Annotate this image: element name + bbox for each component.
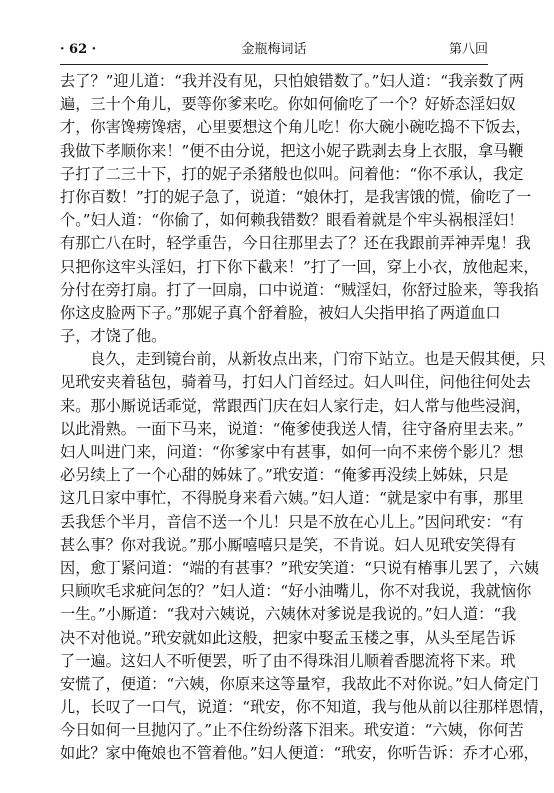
text-line: 我做下孝顺你来！”便不由分说，把这小妮子跣剥去身上衣服，拿马鞭 <box>60 141 524 160</box>
text-line: 以此滑熟。一面下马来，说道：“俺爹使我送人情，往守备府里去来。” <box>60 419 524 438</box>
text-line: 儿，长叹了一口气，说道：“玳安，你不知道，我与他从前以往那样恩情， <box>60 698 554 717</box>
book-title: 金瓶梅词话 <box>241 42 307 57</box>
text-line: 一生。”小厮道：“我对六姨说，六姨休对爹说是我说的。”妇人道：“我 <box>60 605 517 624</box>
text-line: 丢我恁个半月，音信不送一个儿！只是不放在心儿上。”因问玳安：“有 <box>60 512 524 531</box>
page-number: · 62 · <box>60 42 97 57</box>
text-line: 打你百数！”打的妮子急了，说道：“娘休打，是我害饿的慌，偷吃了一 <box>60 187 532 206</box>
text-line: 甚么事？你对我说。”那小厮嘻嘻只是笑，不肯说。妇人见玳安笑得有 <box>60 535 516 554</box>
paragraph-start-line: 良久，走到镜台前，从新妆点出来，门帘下站立。也是天假其便，只 <box>90 350 546 369</box>
running-header <box>60 40 488 60</box>
text-line: 去了？”迎儿道：“我并没有见，只怕娘错数了。”妇人道：“我亲数了两 <box>60 72 524 90</box>
text-line: 来。那小厮说话乖觉，常跟西门庆在妇人家行走，妇人常与他些浸润， <box>60 396 531 415</box>
body-text <box>60 70 554 766</box>
header-rule <box>60 64 488 65</box>
text-line: 遍，三十个角儿，要等你爹来吃。你如何偷吃了一个？好娇态淫妇奴 <box>60 95 516 114</box>
text-line: 见玳安夹着毡包，骑着马，打妇人门首经过。妇人叫住，问他往何处去 <box>60 373 531 392</box>
text-line: 因，愈丁紧问道：“端的有甚事？”玳安笑道：“只说有椿事儿罢了，六姨 <box>60 558 539 577</box>
text-line: 妇人叫进门来，问道：“你爹家中有甚事，如何一向不来傍个影儿？想 <box>60 443 524 461</box>
text-line: 分付在旁打扇。打了一回扇，口中说道：“贼淫妇，你舒过脸来，等我掐 <box>60 280 539 299</box>
chapter-label: 第八回 <box>448 42 488 57</box>
text-line: 只把你这牢头淫妇，打下你下截来！”打了一回，穿上小衣，放他起来， <box>60 257 539 276</box>
paragraph-end-line: 子，才饶了他。 <box>60 327 167 346</box>
text-line: 如此？家中俺娘也不管着他。”妇人便道：“玳安，你听告诉：乔才心邪， <box>60 744 539 763</box>
text-line: 必另续上了一个心甜的姊妹了。”玳安道：“俺爹再没续上姊妹，只是 <box>60 466 509 485</box>
text-line: 才，你害馋痨馋痞，心里要想这个角儿吃！你大碗小碗吃捣不下饭去， <box>60 118 531 137</box>
text-line: 了一遍。这妇人不听便罢，听了由不得珠泪儿顺着香腮流将下来。玳 <box>60 651 516 670</box>
text-line: 今日如何一旦抛闪了。”止不住纷纷落下泪来。玳安道：“六姨，你何苦 <box>60 721 524 740</box>
text-line: 有那亡八在时，轻学重告，今日往那里去了？还在我跟前弄神弄鬼！我 <box>60 234 531 253</box>
text-line: 决不对他说。”玳安就如此这般，把家中娶孟玉楼之事，从头至尾告诉 <box>60 628 516 647</box>
text-line: 子打了二三十下，打的妮子杀猪般也似叫。问着他：“你不承认，我定 <box>60 164 524 183</box>
text-line: 这几日家中事忙，不得脱身来看六姨。”妇人道：“就是家中有事，那里 <box>60 489 524 508</box>
text-line: 安慌了，便道：“六姨，你原来这等量窄，我故此不对你说。”妇人倚定门 <box>60 674 539 693</box>
text-line: 只顾吹毛求疵问怎的？”妇人道：“好小油嘴儿，你不对我说，我就恼你 <box>60 582 532 601</box>
text-line: 你这皮脸两下子。”那妮子真个舒着脸，被妇人尖指甲掐了两道血口 <box>60 303 501 322</box>
text-line: 个。”妇人道：“你偷了，如何赖我错数？眼看着就是个牢头祸根淫妇！ <box>60 211 524 230</box>
